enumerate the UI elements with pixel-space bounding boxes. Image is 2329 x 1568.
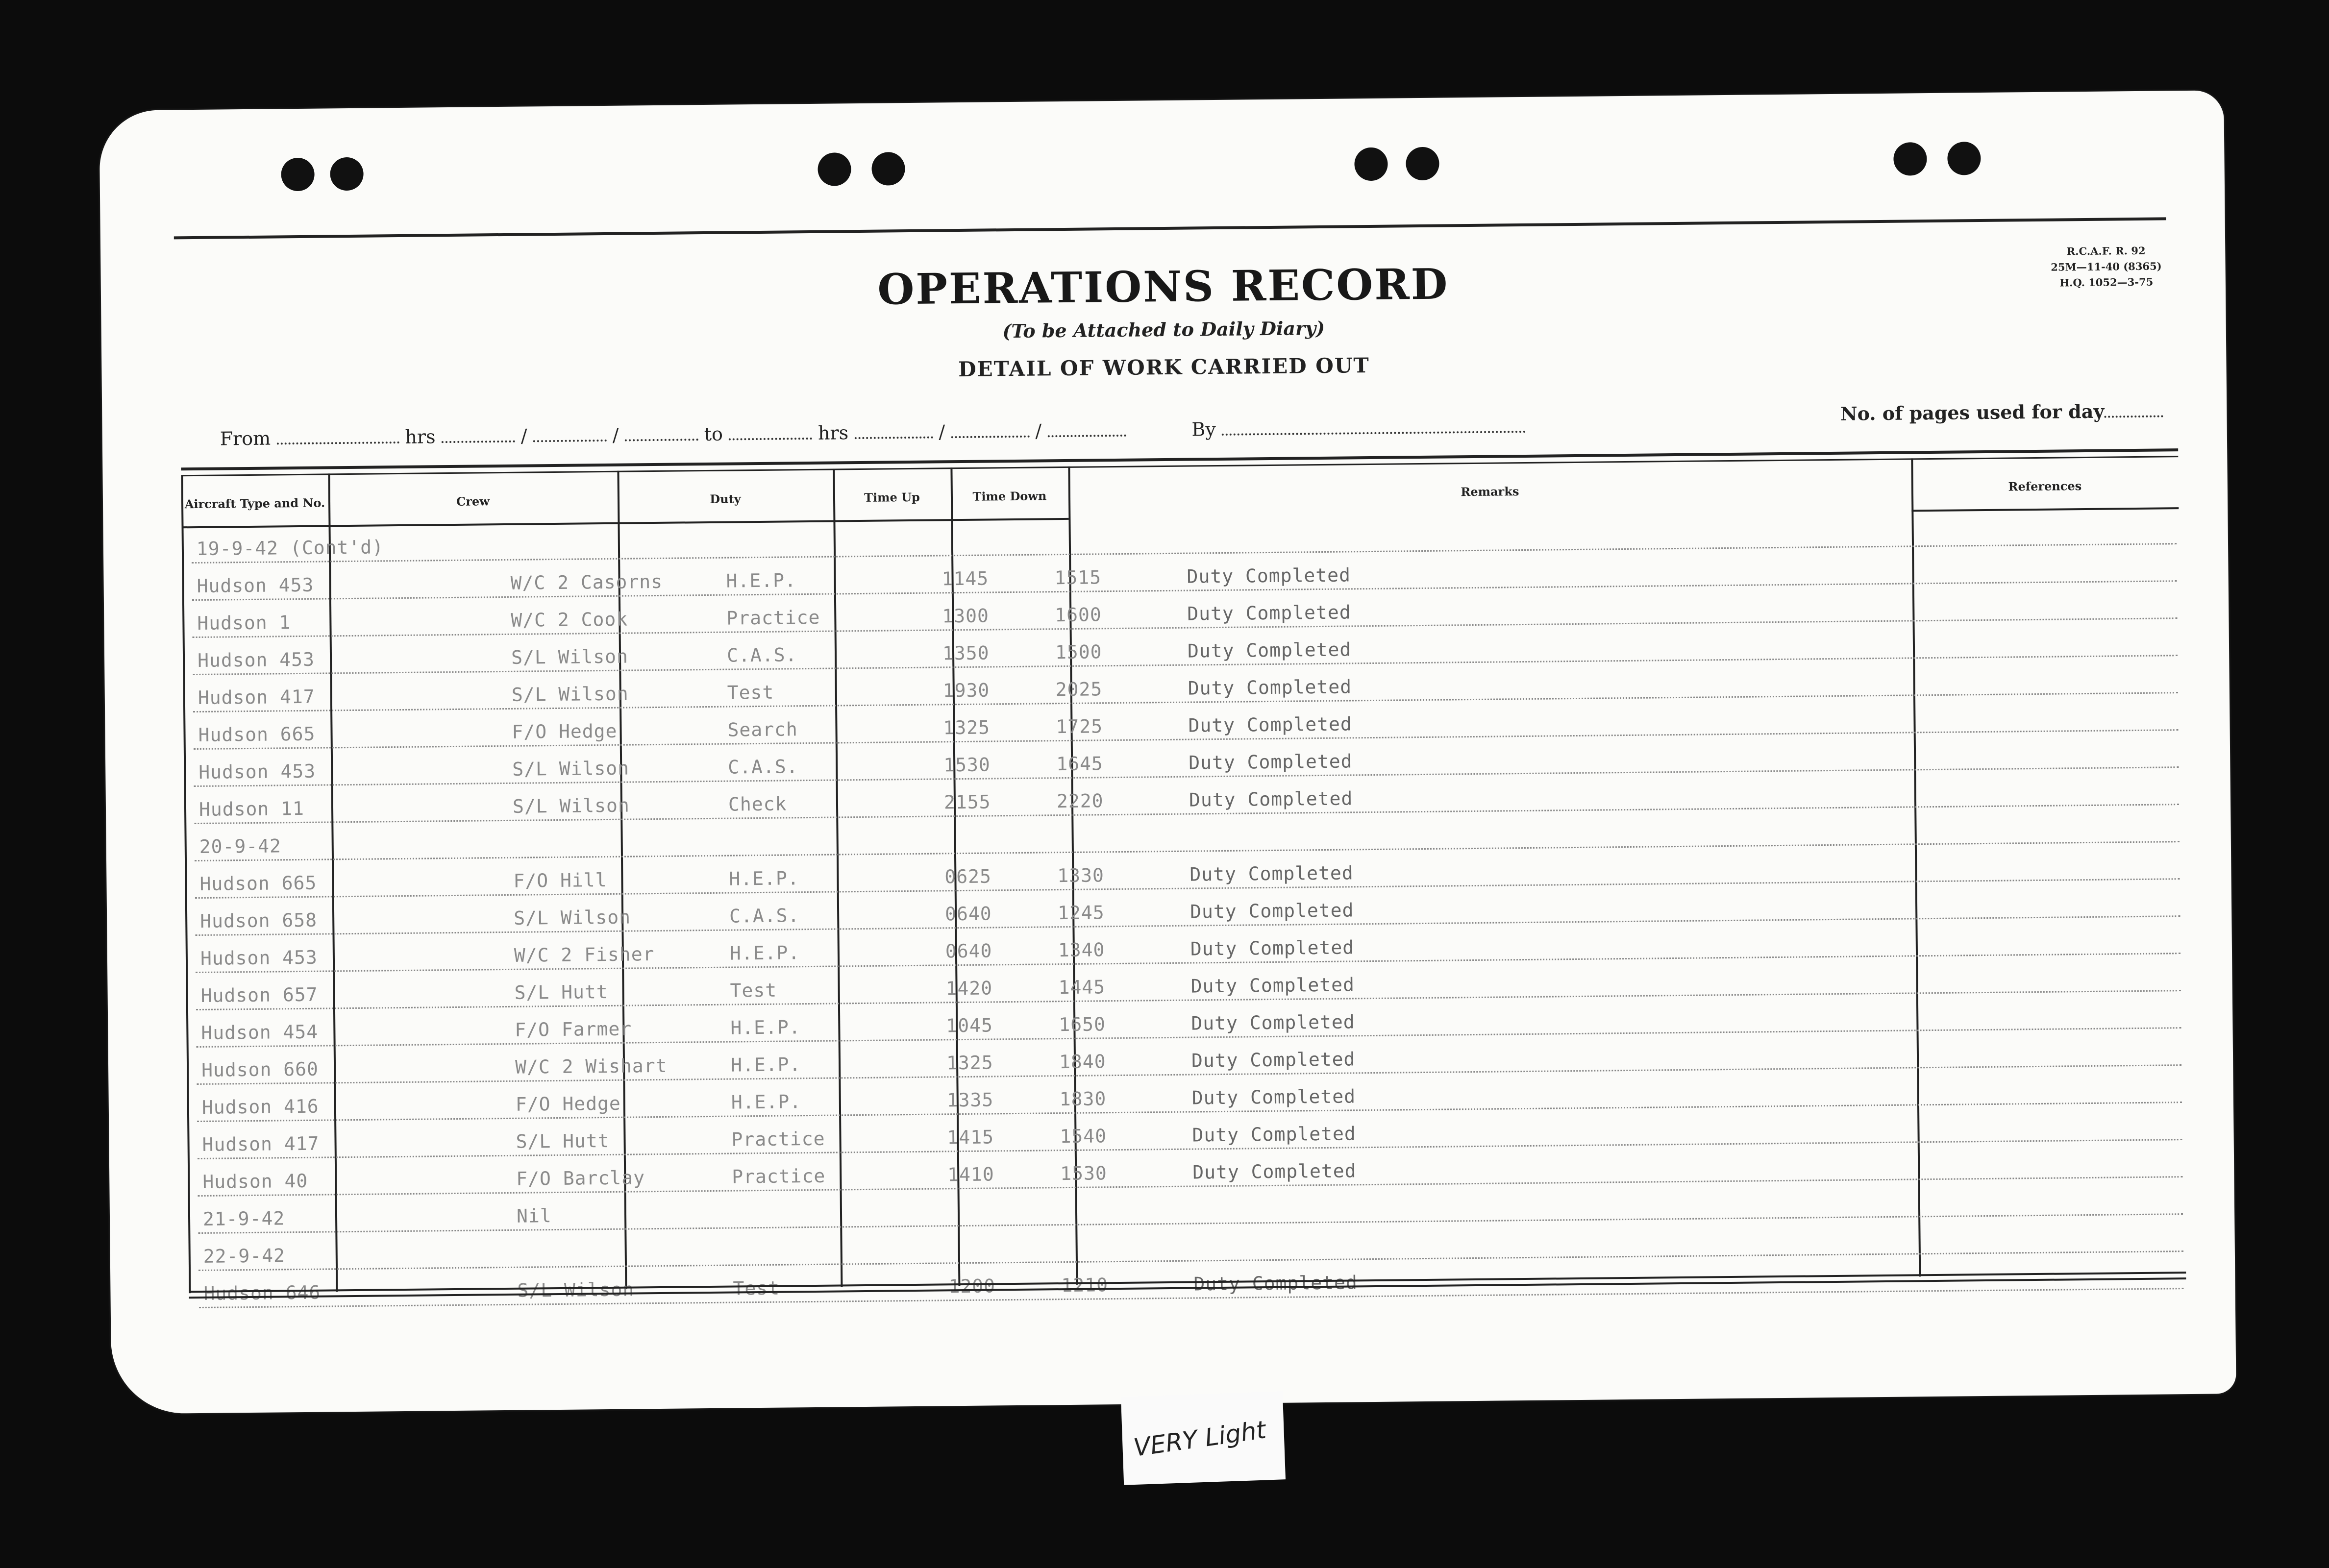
time-down-cell: 1330	[1057, 864, 1105, 887]
slash: /	[612, 424, 619, 446]
aircraft-cell: Hudson 453	[200, 946, 318, 969]
duty-cell: H.E.P.	[729, 942, 800, 964]
remarks-cell: Duty Completed	[1188, 750, 1353, 774]
time-up-cell: 1325	[946, 1052, 993, 1074]
from-day-field[interactable]	[441, 426, 515, 443]
time-up-cell: 1335	[946, 1089, 994, 1111]
crew-cell: W/C 2 Casorns	[510, 570, 663, 594]
duty-cell: Check	[728, 793, 787, 815]
remarks-cell: Duty Completed	[1188, 676, 1352, 699]
page-title: OPERATIONS RECORD	[877, 259, 1449, 315]
page-subtitle: (To be Attached to Daily Diary)	[1002, 317, 1325, 343]
remarks-cell: Duty Completed	[1191, 1048, 1356, 1072]
col-header-aircraft: Aircraft Type and No.	[184, 495, 325, 512]
note-text: VERY Light	[1132, 1415, 1268, 1462]
duty-cell: H.E.P.	[729, 867, 799, 890]
time-up-cell: 1200	[948, 1275, 996, 1298]
duty-cell: Test	[727, 681, 774, 704]
slash: /	[939, 421, 945, 443]
to-day-field[interactable]	[854, 422, 933, 440]
col-header-crew: Crew	[456, 494, 490, 509]
aircraft-cell: Hudson 665	[199, 872, 317, 895]
hrs-label: hrs	[818, 422, 849, 444]
crew-cell: S/L Wilson	[511, 645, 629, 668]
time-down-cell: 1445	[1058, 976, 1106, 999]
by-label: By	[1191, 418, 1216, 441]
aircraft-cell: Hudson 453	[197, 574, 314, 597]
remarks-cell: Duty Completed	[1189, 899, 1354, 923]
aircraft-cell: Hudson 417	[202, 1132, 320, 1155]
time-down-cell: 1340	[1058, 939, 1105, 961]
aircraft-cell: Hudson 416	[201, 1095, 319, 1118]
duty-cell: Practice	[726, 606, 820, 629]
time-up-cell: 1045	[946, 1014, 993, 1037]
col-header-remarks: Remarks	[1461, 484, 1519, 499]
time-up-cell: 1415	[947, 1126, 994, 1149]
punch-hole	[330, 157, 364, 191]
from-field[interactable]	[276, 427, 399, 444]
time-down-cell: 1245	[1057, 902, 1105, 924]
aircraft-cell: Hudson 1	[197, 612, 291, 634]
punch-hole	[818, 152, 851, 186]
time-up-cell: 1420	[945, 977, 993, 1000]
duty-cell: C.A.S.	[728, 756, 798, 778]
aircraft-cell: 22-9-42	[203, 1245, 286, 1267]
duty-cell: Search	[727, 718, 798, 741]
aircraft-cell: Hudson 665	[198, 723, 316, 746]
duty-cell: Practice	[731, 1127, 825, 1151]
time-down-cell: 2220	[1056, 790, 1104, 812]
crew-cell: F/O Hedge	[512, 720, 618, 743]
aircraft-cell: Hudson 660	[201, 1058, 319, 1081]
punch-hole	[1406, 147, 1439, 181]
time-down-cell: 1725	[1056, 715, 1103, 738]
remarks-cell: Duty Completed	[1187, 638, 1352, 662]
punch-hole	[281, 158, 315, 192]
by-field[interactable]	[1222, 416, 1526, 436]
slash: /	[1035, 420, 1042, 442]
time-up-cell: 1145	[942, 567, 989, 590]
crew-cell: F/O Farmer	[515, 1018, 632, 1041]
slash: /	[520, 425, 527, 447]
from-month-field[interactable]	[533, 425, 606, 442]
aircraft-cell: 20-9-42	[199, 835, 282, 858]
to-year-field[interactable]	[1047, 420, 1126, 438]
aircraft-cell: Hudson 453	[197, 648, 315, 671]
aircraft-cell: 21-9-42	[202, 1207, 285, 1230]
duty-cell: H.E.P.	[730, 1054, 801, 1076]
remarks-cell: Duty Completed	[1191, 1011, 1355, 1034]
col-header-time-up: Time Up	[864, 490, 920, 505]
aircraft-cell: Hudson 453	[198, 760, 316, 783]
aircraft-cell: Hudson 417	[198, 686, 315, 709]
crew-cell: W/C 2 Cook	[511, 608, 628, 631]
duty-cell: H.E.P.	[726, 569, 797, 592]
time-up-cell: 1325	[943, 716, 991, 739]
section-heading: DETAIL OF WORK CARRIED OUT	[958, 353, 1370, 382]
time-up-cell: 0640	[944, 903, 992, 925]
duty-cell: H.E.P.	[730, 1016, 801, 1039]
duty-cell: Test	[733, 1277, 780, 1299]
time-down-cell: 1540	[1060, 1125, 1107, 1148]
pages-used	[1840, 399, 2163, 424]
time-up-cell: 0640	[945, 940, 992, 962]
remarks-cell: Duty Completed	[1193, 1272, 1358, 1295]
to-month-field[interactable]	[951, 421, 1029, 439]
time-down-cell: 1830	[1059, 1088, 1107, 1110]
form-number-line: 25M—11-40 (8365)	[2051, 260, 2162, 273]
crew-cell: W/C 2 Fisher	[514, 943, 655, 966]
remarks-cell: Duty Completed	[1190, 936, 1355, 960]
crew-cell: S/L Wilson	[512, 794, 630, 817]
remarks-cell: Duty Completed	[1189, 787, 1353, 811]
time-down-cell: 1650	[1059, 1013, 1106, 1036]
top-rule	[174, 217, 2166, 239]
punch-hole	[1947, 142, 1981, 175]
time-up-cell: 1930	[942, 679, 990, 702]
aircraft-cell: 19-9-42 (Cont'd)	[196, 536, 384, 560]
crew-cell: S/L Wilson	[512, 757, 630, 780]
remarks-cell: Duty Completed	[1187, 601, 1351, 625]
hrs-label: hrs	[405, 426, 436, 448]
crew-cell: S/L Hutt	[516, 1129, 610, 1152]
time-down-cell: 2025	[1055, 678, 1103, 701]
to-label: to	[704, 423, 723, 445]
aircraft-cell: Hudson 454	[201, 1021, 319, 1044]
from-label: From	[220, 427, 271, 450]
punch-hole	[871, 152, 905, 186]
pages-label: No. of pages used for day	[1840, 400, 2105, 425]
from-year-field[interactable]	[624, 424, 698, 441]
time-down-cell: 1840	[1059, 1051, 1106, 1073]
remarks-cell: Duty Completed	[1191, 1085, 1356, 1109]
aircraft-cell: Hudson 11	[198, 797, 305, 820]
crew-cell: F/O Hedge	[515, 1092, 621, 1115]
punch-hole	[1893, 142, 1927, 176]
time-down-cell: 1600	[1055, 604, 1102, 626]
pages-field[interactable]	[2104, 400, 2163, 417]
form-number-line: R.C.A.F. R. 92	[2066, 244, 2146, 258]
operations-record-form	[99, 90, 2236, 1414]
crew-cell: S/L Wilson	[513, 906, 631, 929]
remarks-cell: Duty Completed	[1189, 862, 1354, 885]
col-header-duty: Duty	[710, 491, 741, 506]
crew-cell: S/L Wilson	[517, 1278, 635, 1301]
time-up-cell: 2155	[943, 791, 991, 813]
time-up-cell: 1410	[947, 1163, 994, 1186]
time-down-cell: 1530	[1060, 1162, 1107, 1185]
duty-cell: C.A.S.	[726, 644, 797, 666]
form-number-line: H.Q. 1052—3-75	[2059, 275, 2154, 289]
aircraft-cell: Hudson 40	[202, 1170, 308, 1193]
crew-cell: F/O Barclay	[516, 1167, 645, 1190]
duty-cell: Test	[730, 979, 777, 1002]
time-down-cell: 1515	[1054, 566, 1102, 589]
from-to-line	[220, 415, 1641, 450]
col-header-references: References	[2008, 479, 2082, 494]
duty-cell: Practice	[732, 1165, 826, 1188]
row-dotted-line	[199, 1288, 2184, 1308]
aircraft-cell: Hudson 646	[203, 1281, 321, 1304]
crew-cell: Nil	[516, 1205, 552, 1227]
aircraft-cell: Hudson 657	[200, 983, 318, 1006]
crew-cell: S/L Hutt	[514, 980, 608, 1004]
col-header-time-down: Time Down	[972, 489, 1047, 504]
remarks-cell: Duty Completed	[1192, 1123, 1356, 1146]
crew-cell: W/C 2 Wishart	[515, 1054, 668, 1078]
aircraft-cell: Hudson 658	[200, 909, 318, 932]
remarks-cell: Duty Completed	[1190, 974, 1355, 997]
time-down-cell: 1210	[1061, 1274, 1109, 1297]
time-up-cell: 1530	[943, 754, 991, 776]
crew-cell: F/O Hill	[513, 869, 607, 892]
remarks-cell: Duty Completed	[1188, 713, 1352, 736]
to-field[interactable]	[729, 423, 812, 441]
handwritten-note	[1121, 1391, 1286, 1485]
time-up-cell: 0625	[944, 865, 992, 888]
punch-hole	[1354, 147, 1388, 181]
time-down-cell: 1500	[1055, 641, 1102, 663]
duty-cell: H.E.P.	[731, 1091, 802, 1113]
time-up-cell: 1350	[942, 642, 990, 664]
duty-cell: C.A.S.	[729, 905, 800, 927]
remarks-cell: Duty Completed	[1192, 1160, 1357, 1183]
time-up-cell: 1300	[942, 605, 990, 627]
remarks-cell: Duty Completed	[1187, 564, 1351, 588]
crew-cell: S/L Wilson	[511, 683, 629, 706]
column-divider	[181, 475, 191, 1293]
time-down-cell: 1645	[1056, 753, 1103, 775]
